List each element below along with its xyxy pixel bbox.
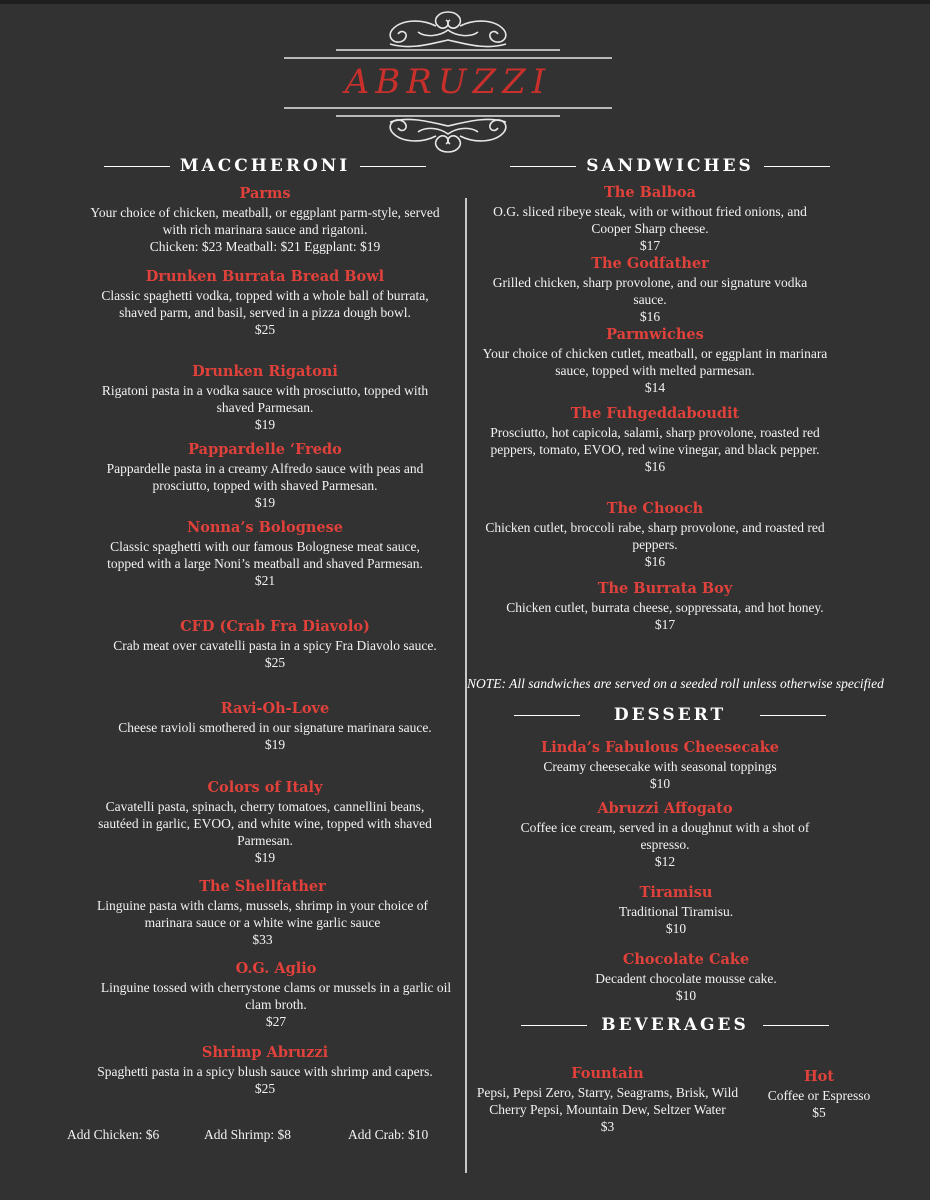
item-name: CFD (Crab Fra Diavolo) [180,618,370,635]
item-description: Classic spaghetti with our famous Bolognese meat sauce, topped with a large Noni’s meatball and shaved Parmesan. [107,539,423,571]
menu-item [516,950,856,1004]
item-price: $19 [254,850,276,865]
item-description: Pappardelle pasta in a creamy Alfredo sauce with peas and prosciutto, topped with shaved Parmesan. [106,461,424,493]
item-description: Chicken cutlet, broccoli rabe, sharp provolone, and roasted red peppers. [485,520,825,552]
item-price: $16 [644,459,666,474]
item-name: Parmwiches [606,326,704,343]
addon-shrimp: Add Shrimp: $8 [204,1127,292,1142]
item-name: The Shellfather [199,878,326,895]
item-name: Shrimp Abruzzi [201,1044,329,1061]
item-description: Decadent chocolate mousse cake. [595,971,777,986]
item-price: Chicken: $23 Meatball: $21 Eggplant: $19 [149,239,381,254]
item-name: The Godfather [591,255,709,272]
menu-item [95,518,435,589]
heading-rule [104,166,170,167]
item-description: Classic spaghetti vodka, topped with a whole ball of burrata, shaved parm, and basil, served in a pizza dough bowl. [101,288,429,320]
item-name: O.G. Aglio [235,960,317,977]
item-name: The Fuhgeddaboudit [570,405,740,422]
heading-rule [360,166,426,167]
menu-item [480,325,830,396]
brand-name: ABRUZZI [344,62,552,102]
sandwich-note: NOTE: All sandwiches are served on a seeded roll unless otherwise specified [467,676,884,691]
menu-item [90,877,435,948]
item-description: Coffee or Espresso [767,1088,871,1103]
menu-item [90,184,440,255]
item-description: Spaghetti pasta in a spicy blush sauce with shrimp and capers. [97,1064,433,1079]
item-description: Traditional Tiramisu. [618,904,734,919]
item-description: Pepsi, Pepsi Zero, Starry, Seagrams, Brisk, Wild Cherry Pepsi, Mountain Dew, Seltzer Water [476,1085,739,1117]
item-name: Ravi-Oh-Love [220,700,330,717]
menu-item [495,799,835,870]
menu-item [485,404,825,475]
menu-item [480,183,820,254]
menu-item [506,883,846,937]
item-price: $14 [644,380,666,395]
item-name: The Balboa [604,184,696,201]
beverages-heading [500,1009,850,1041]
item-price: $17 [639,238,661,253]
item-description: Cavatelli pasta, spinach, cherry tomatoes, cannellini beans, sautéed in garlic, EVOO, and white wine, topped with shaved Parmesan. [98,799,432,848]
heading-rule [760,715,826,716]
heading-rule [521,1025,587,1026]
item-description: Prosciutto, hot capicola, salami, sharp provolone, roasted red peppers, tomato, EVOO, red wine vinegar, and black pepper. [490,425,820,457]
item-description: Grilled chicken, sharp provolone, and our signature vodka sauce. [492,275,808,307]
item-price: $16 [639,309,661,324]
item-description: Coffee ice cream, served in a doughnut with a shot of espresso. [520,820,810,852]
item-name: Tiramisu [639,884,713,901]
item-description: Crab meat over cavatelli pasta in a spicy Fra Diavolo sauce. [113,638,437,653]
item-name: Abruzzi Affogato [597,800,733,817]
heading-rule [510,166,576,167]
dessert-heading-text: DESSERT [613,705,727,725]
item-description: Rigatoni pasta in a vodka sauce with prosciutto, topped with shaved Parmesan. [101,383,429,415]
item-description: Your choice of chicken, meatball, or eggplant parm-style, served with rich marinara sauce and rigatoni. [90,205,440,237]
menu-item [480,254,820,325]
item-description: Cheese ravioli smothered in our signature marinara sauce. [118,720,432,735]
item-price: $10 [665,921,687,936]
item-price: $12 [654,854,676,869]
item-name: Hot [803,1068,835,1085]
item-description: Creamy cheesecake with seasonal toppings [543,759,777,774]
item-price: $33 [252,932,273,947]
menu-item [90,778,440,866]
heading-rule [514,715,580,716]
sandwiches-heading [470,150,870,182]
item-name: The Burrata Boy [597,580,733,597]
item-name: Colors of Italy [207,779,323,796]
item-price: $19 [254,495,276,510]
item-description: O.G. sliced ribeye steak, with or without fried onions, and Cooper Sharp cheese. [493,204,807,236]
maccheroni-heading-text: MACCHERONI [179,156,351,176]
menu-item [490,738,830,792]
item-description: Chicken cutlet, burrata cheese, soppressata, and hot honey. [506,600,824,615]
heading-rule [763,1025,829,1026]
item-description: Linguine tossed with cherrystone clams or mussels in a garlic oil clam broth. [100,980,452,1012]
item-price: $25 [264,655,286,670]
item-name: Chocolate Cake [622,951,750,968]
item-description: Linguine pasta with clams, mussels, shrimp in your choice of marinara sauce or a white wine garlic sauce [96,898,429,930]
item-price: $5 [812,1105,826,1120]
item-price: $3 [600,1119,615,1134]
dessert-heading [470,699,870,731]
addon-chicken: Add Chicken: $6 [67,1127,160,1142]
menu-item [95,267,435,338]
menu-item [475,1064,740,1135]
item-name: Linda’s Fabulous Cheesecake [541,739,779,756]
item-price: $10 [649,776,671,791]
menu-item [105,699,445,753]
menu-item [85,362,445,433]
sandwiches-heading-text: SANDWICHES [586,156,754,176]
item-price: $19 [254,417,276,432]
item-name: The Chooch [606,500,704,517]
menu-item [100,617,450,671]
addon-crab: Add Crab: $10 [348,1127,429,1142]
menu-item [495,579,835,633]
item-price: $17 [654,617,676,632]
heading-rule [764,166,830,167]
item-price: $21 [254,573,276,588]
item-name: Parms [239,185,291,202]
menu-item [85,440,445,511]
maccheroni-heading [60,150,470,182]
item-name: Fountain [571,1065,644,1082]
item-description: Your choice of chicken cutlet, meatball, or eggplant in marinara sauce, topped with melted parmesan. [482,346,828,378]
menu-item [750,1067,888,1121]
item-price: $25 [254,1081,276,1096]
item-name: Pappardelle ‘Fredo [188,441,342,458]
menu-item [90,1043,440,1097]
item-name: Drunken Rigatoni [192,363,338,380]
item-price: $27 [265,1014,287,1029]
item-price: $10 [675,988,697,1003]
brand-logo [280,4,616,164]
beverages-heading-text: BEVERAGES [601,1015,749,1035]
item-name: Drunken Burrata Bread Bowl [145,268,385,285]
menu-item [100,959,452,1030]
menu-item [485,499,825,570]
item-price: $16 [644,554,666,569]
item-name: Nonna’s Bolognese [186,519,344,536]
item-price: $25 [254,322,276,337]
item-price: $19 [264,737,286,752]
